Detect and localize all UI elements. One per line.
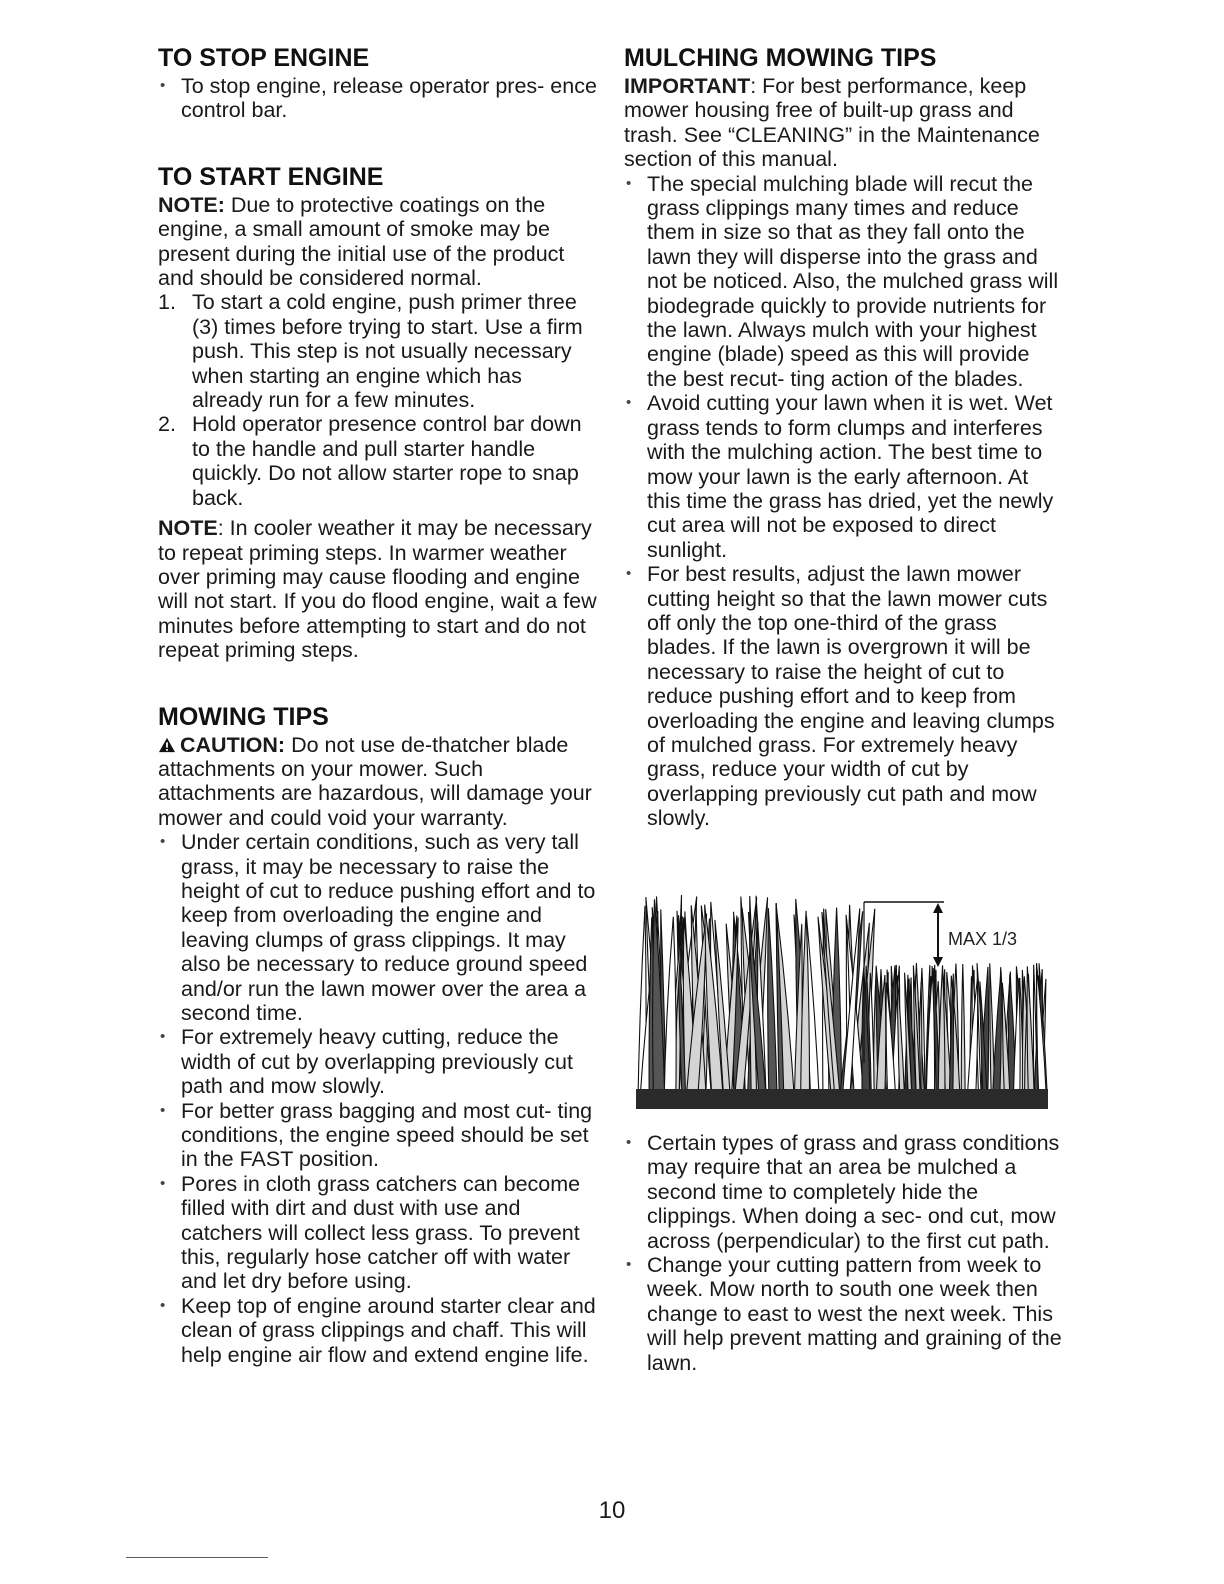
list-item: • Change your cutting pattern from week to week. Mow north to south one week then change to east to west the next week. This will help prevent matting and graining of the lawn.	[624, 1253, 1064, 1375]
step-item	[158, 290, 598, 412]
mowing-tips-list	[158, 830, 598, 1367]
step-number: 1.	[158, 290, 176, 315]
mulching-tips-list	[624, 172, 1064, 831]
mowing-tips-heading: MOWING TIPS	[158, 702, 329, 731]
caution-text: Do not use de-thatcher blade attachments on your mower. Such attachments are hazardous, will damage your mower and could void your warranty.	[158, 732, 592, 830]
list-item: • Keep top of engine around starter clear and clean of grass clippings and chaff. This will help engine air flow and extend engine life.	[158, 1294, 598, 1367]
list-item: • The special mulching blade will recut the grass clippings many times and reduce them in size so that as they fall onto the lawn they will disperse into the grass and not be noticed. Also, the mulched grass will biodegrade quickly to provide nutrients for the lawn. Always mulch with your highest engine (blade) speed as this will provide the best recut- ting action of the blades.	[624, 172, 1064, 392]
max-one-third-label: MAX 1/3	[948, 929, 1018, 949]
right-column	[624, 42, 1064, 831]
list-item: • For extremely heavy cutting, reduce the width of cut by overlapping previously cut path and mow slowly.	[158, 1025, 598, 1098]
stop-engine-list	[158, 74, 598, 123]
bottom-rule	[126, 1557, 268, 1558]
important-label: IMPORTANT	[624, 74, 751, 98]
step-number: 2.	[158, 412, 176, 437]
mulching-tips-heading: MULCHING MOWING TIPS	[624, 44, 937, 72]
start-engine-heading: TO START ENGINE	[158, 162, 384, 191]
list-item: • Certain types of grass and grass conditions may require that an area be mulched a second time to completely hide the clippings. When doing a sec- ond cut, mow across (perpendicular) to the first cut path.	[624, 1131, 1064, 1253]
note-label: NOTE	[158, 516, 218, 541]
note-text: Due to protective coatings on the engine, a small amount of smoke may be present during the initial use of the product and should be considered normal.	[158, 192, 565, 291]
list-item: • Under certain conditions, such as very tall grass, it may be necessary to raise the height of cut to reduce pushing effort and to keep from overloading the engine and leaving clumps of grass clippings. It may also be necessary to reduce ground speed and/or run the lawn mower over the area a second time.	[158, 830, 598, 1025]
mulching-tips-list-continued	[624, 1131, 1064, 1375]
note-label: NOTE:	[158, 192, 225, 217]
left-column	[158, 42, 598, 1367]
step-item	[158, 412, 598, 510]
step-text: To start a cold engine, push primer three (3) times before trying to start. Use a firm push. This step is not usually necessary when starting an engine which has already run for a few minutes.	[192, 290, 583, 413]
caution-label: CAUTION:	[180, 732, 286, 757]
page-number: 10	[598, 1497, 626, 1524]
caution-note	[158, 733, 598, 831]
important-text: : For best performance, keep mower housing free of built-up grass and trash. See “CLEANING” in the Maintenance section of this manual.	[624, 74, 1040, 172]
list-item: • Pores in cloth grass catchers can become filled with dirt and dust with use and catchers will collect less grass. To prevent this, regularly hose catcher off with water and let dry before using.	[158, 1172, 598, 1294]
ground-strip	[636, 1089, 1048, 1109]
grass-height-illustration	[636, 893, 1048, 1109]
stop-engine-heading: TO STOP ENGINE	[158, 44, 370, 72]
important-note	[624, 74, 1064, 172]
list-item: • For best results, adjust the lawn mower cutting height so that the lawn mower cuts off only the top one-third of the grass blades. If the lawn is overgrown it will be necessary to raise the height of cut to reduce pushing effort and to keep from overloading the engine and leaving clumps of mulched grass. For extremely heavy grass, reduce your width of cut by overlapping previously cut path and mow slowly.	[624, 562, 1064, 830]
step-text: Hold operator presence control bar down to the handle and pull starter handle quickly. Do not allow starter rope to snap back.	[192, 412, 582, 510]
warning-triangle-icon	[158, 737, 176, 753]
priming-note	[158, 516, 598, 662]
list-item: • To stop engine, release operator pres- ence control bar.	[158, 74, 598, 123]
start-steps	[158, 290, 598, 510]
right-column-lower	[624, 1131, 1064, 1375]
note-text: : In cooler weather it may be necessary to repeat priming steps. In warmer weather over priming may cause flooding and engine will not start. If you do flood engine, wait a few minutes before attempting to start and do not repeat priming steps.	[158, 516, 597, 663]
list-item: • For better grass bagging and most cut- ting conditions, the engine speed should be set in the FAST position.	[158, 1099, 598, 1172]
start-note	[158, 193, 598, 291]
list-item: • Avoid cutting your lawn when it is wet. Wet grass tends to form clumps and interferes with the mulching action. The best time to mow your lawn is the early afternoon. At this time the grass has dried, yet the newly cut area will not be exposed to direct sunlight.	[624, 391, 1064, 562]
